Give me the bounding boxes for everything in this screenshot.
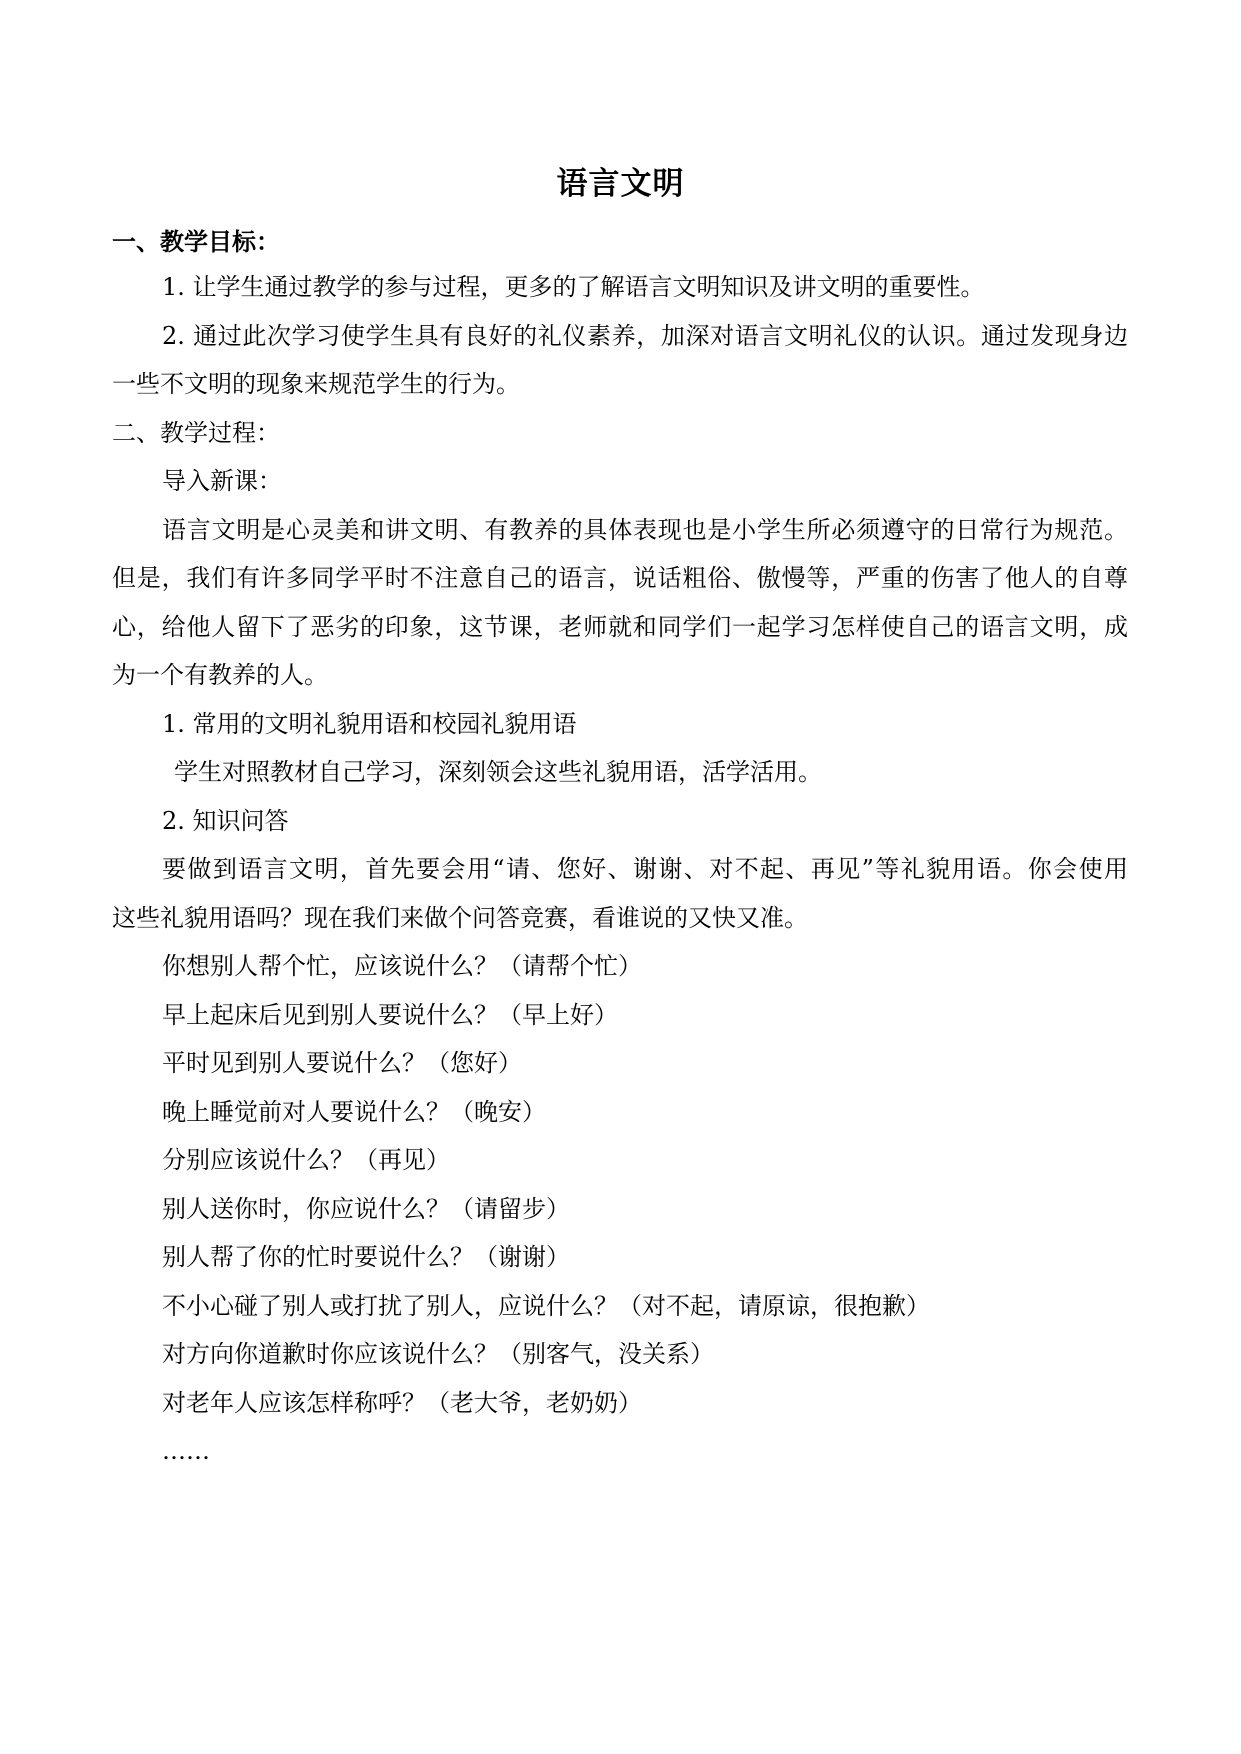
intro-paragraph-line-1: 语言文明是心灵美和讲文明、有教养的具体表现也是小学生所必须遵守的日常行为规范。 [162, 516, 1128, 544]
qa-item: 晚上睡觉前对人要说什么？（晚安） [162, 1098, 546, 1126]
ellipsis: …… [162, 1437, 210, 1465]
point-2-paragraph-line-2: 这些礼貌用语吗？现在我们来做个问答竞赛，看谁说的又快又准。 [112, 904, 808, 932]
objective-item-2-line-1: 2. 通过此次学习使学生具有良好的礼仪素养，加深对语言文明礼仪的认识。通过发现身边 [162, 322, 1128, 350]
intro-label: 导入新课： [162, 467, 282, 495]
objective-item-1: 1. 让学生通过教学的参与过程，更多的了解语言文明知识及讲文明的重要性。 [162, 273, 985, 301]
page-title: 语言文明 [556, 166, 685, 202]
point-2-paragraph-line-1: 要做到语言文明，首先要会用“请、您好、谢谢、对不起、再见”等礼貌用语。你会使用 [162, 855, 1128, 883]
qa-item: 别人送你时，你应说什么？（请留步） [162, 1195, 570, 1223]
point-2-heading: 2. 知识问答 [162, 807, 289, 835]
point-1-text: 学生对照教材自己学习，深刻领会这些礼貌用语，活学活用。 [174, 758, 822, 786]
section-heading-objectives: 一、教学目标： [112, 228, 280, 256]
objective-item-2-line-2: 一些不文明的现象来规范学生的行为。 [112, 370, 520, 398]
section-heading-process: 二、教学过程： [112, 419, 280, 447]
intro-paragraph-line-4: 为一个有教养的人。 [112, 661, 328, 689]
qa-item: 早上起床后见到别人要说什么？（早上好） [162, 1001, 618, 1029]
qa-item: 别人帮了你的忙时要说什么？（谢谢） [162, 1243, 570, 1271]
intro-paragraph-line-2: 但是，我们有许多同学平时不注意自己的语言，说话粗俗、傲慢等，严重的伤害了他人的自尊 [112, 564, 1128, 592]
qa-item: 平时见到别人要说什么？（您好） [162, 1049, 522, 1077]
qa-item: 对方向你道歉时你应该说什么？（别客气，没关系） [162, 1340, 714, 1368]
point-1-heading: 1. 常用的文明礼貌用语和校园礼貌用语 [162, 710, 577, 738]
qa-item: 对老年人应该怎样称呼？（老大爷，老奶奶） [162, 1389, 642, 1417]
qa-item: 分别应该说什么？（再见） [162, 1146, 450, 1174]
qa-item: 不小心碰了别人或打扰了别人，应说什么？（对不起，请原谅，很抱歉） [162, 1292, 930, 1320]
intro-paragraph-line-3: 心，给他人留下了恶劣的印象，这节课，老师就和同学们一起学习怎样使自己的语言文明，成 [112, 613, 1128, 641]
qa-item: 你想别人帮个忙，应该说什么？（请帮个忙） [162, 952, 642, 980]
